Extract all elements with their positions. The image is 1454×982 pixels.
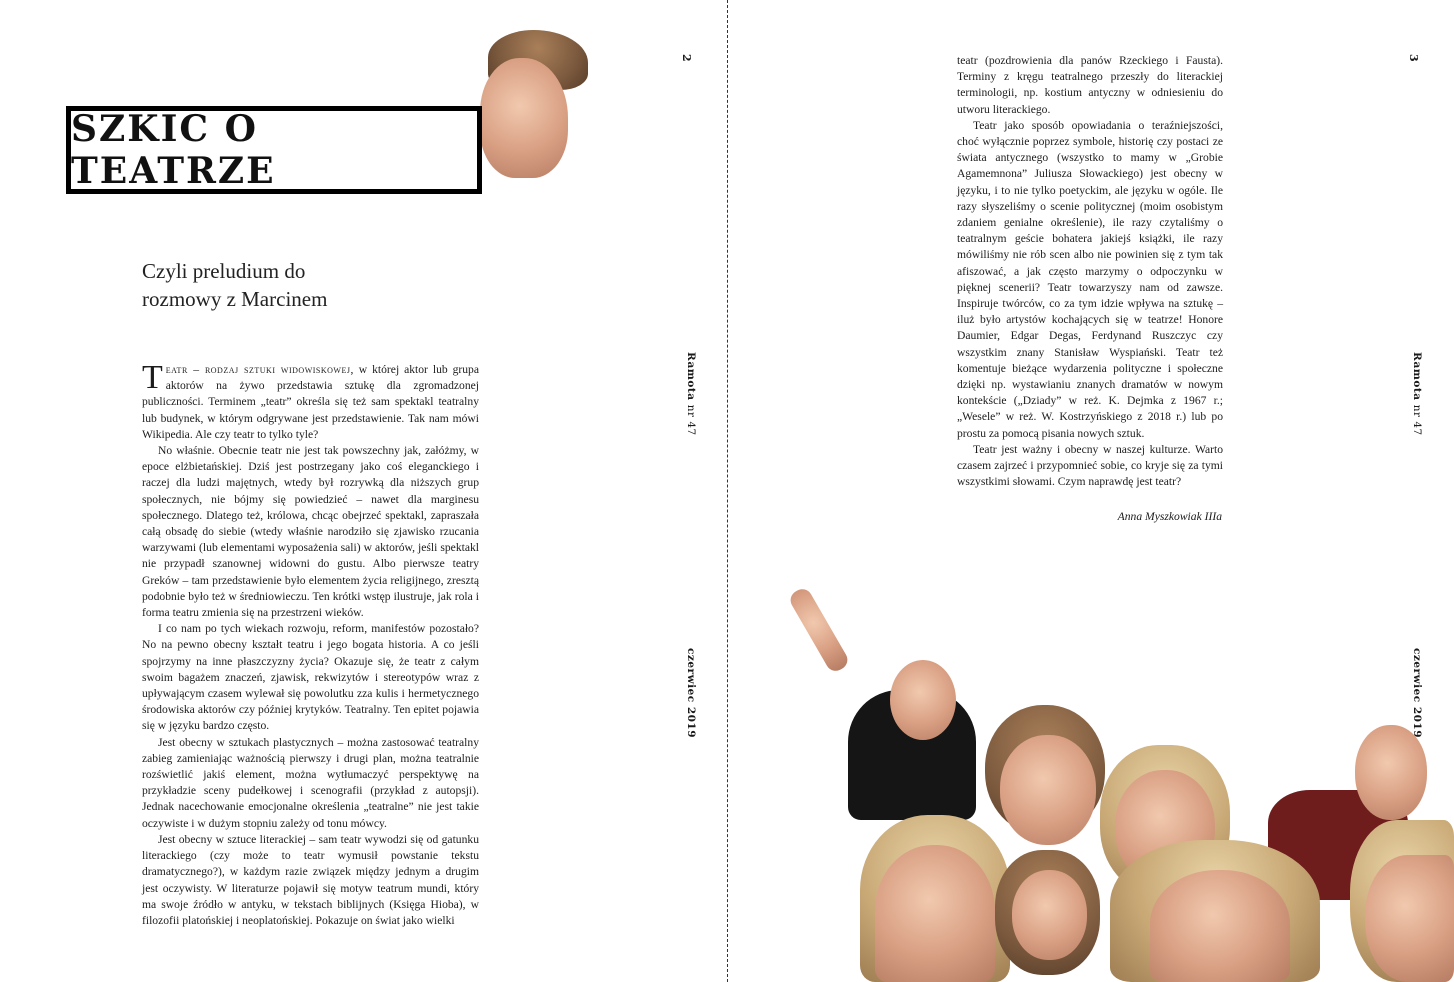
page-fold-line	[727, 0, 728, 982]
paragraph-8: Teatr jest ważny i obecny w naszej kulturze. Warto czasem zajrzeć i przypomnieć sobie, co kryje się za tymi wszystkimi słowami. Czym naprawdę jest teatr?	[957, 442, 1223, 489]
lead-smallcaps: eatr – rodzaj sztuki widowiskowej,	[165, 363, 354, 376]
subtitle-line-2: rozmowy z Marcinem	[142, 287, 328, 311]
paragraph-7: Teatr jako sposób opowiadania o teraźniejszości, choć wyłącznie poprzez symbole, historię czy postaci ze świata antycznego (wszystko to mamy w „Grobie Agamemnona” Juliusza Słowackiego) jest obecny w języku, i to nie tylko poetyckim, ale języku w ogóle. Ile razy słyszeliśmy o scenie politycznej (moim osobistym zdaniem genialne określenie), ile razy czytaliśmy o teatralnym geście bohatera jakiejś książki, ile razy mówiliśmy nie rób scen albo nie powinien się z tym tak afiszować, a jak często marzymy o odpoczynku w pięknej scenerii? Teatr towarzyszy nam od zawsze. Inspiruje twórców, co za tym idzie wpływa na sztukę – iluż było artystów kochających się w teatrze! Honore Daumier, Edgar Degas, Ferdynand Ruszczyc czy wszystkim znany Stanisław Wyspiański. Teatr też komentuje bieżące wydarzenia polityczne i społeczne dzięki np. wystawianiu znanych dramatów w nowym kontekście („Dziady” w reż. K. Dejmka z 1967 r.; „Wesele” w reż. W. Kostrzyńskiego z 2018 r.) lub po prostu za pomocą pisania nowych sztuk.	[957, 118, 1223, 440]
paragraph-5: Jest obecny w sztuce literackiej – sam teatr wywodzi się od gatunku literackiego (czy może to teatr wymusił powstanie tekstu dramatycznego?), w każdym razie związek między jednym a drugim jest oczywisty. W literaturze pojawił się motyw teatrum mundi, który ma swoje źródło w antyku, w tekstach biblijnych (Księga Hioba), w filozofii platońskiej i neoplatońskiej. Pokazuje on świat jako wielki	[142, 832, 479, 927]
face-photo-1	[890, 660, 956, 740]
face-photo-14	[1365, 855, 1454, 982]
face-photo-8	[875, 845, 995, 982]
running-head-right	[1411, 352, 1423, 436]
running-head-title: Ramota	[1411, 352, 1423, 401]
paragraph-1-text: w której aktor lub grupa aktorów na żywo przedstawia sztukę dla zgromadzonej publiczności. Terminem „teatr” określa się też sam spektakl teatralny lub budynek, w którym odgrywane jest przedstawienie. Tak nam mówi Wikipedia. Ale czy teatr to tylko tyle?	[142, 363, 479, 441]
running-head-issue: nr 47	[1411, 404, 1423, 436]
page-number-left: 2	[680, 54, 693, 62]
face-photo-12	[1150, 870, 1290, 982]
actor-head-photo	[470, 30, 592, 190]
paragraph-1	[142, 359, 479, 443]
running-head-title: Ramota	[685, 352, 697, 401]
author-signature: Anna Myszkowiak IIIa	[1117, 510, 1222, 523]
face-photo-3	[1000, 735, 1096, 845]
subtitle-line-1: Czyli preludium do	[142, 259, 306, 283]
running-head-left	[685, 352, 697, 436]
right-text-column	[957, 53, 1223, 490]
paragraph-2: No właśnie. Obecnie teatr nie jest tak powszechny jak, załóżmy, w epoce elżbietańskiej. Dziś jest postrzegany jako coś eleganckiego i raczej dla ludzi majętnych, wtedy był rozrywką dla niższych grup społecznych, nie bójmy się powiedzieć – nawet dla marginesu społecznego. Dlatego też, królowa, chcąc obejrzeć spektakl, zapraszała całą obsadę do siebie (wtedy właśnie narodziło się zjawisko rzucania warzywami (lub elementami wyposażenia sali) w aktorów, jeśli spektakl nie przypadł szanownej widowni do gustu. Albo pierwsze teatry Greków – tam przedstawienie było elementem życia religijnego, zresztą podobnie było też w średniowieczu. Ten krótki wstęp ilustruje, jak rola i forma teatru zmienia się na przestrzeni wieków.	[142, 444, 479, 620]
pointing-arm-photo	[787, 586, 851, 675]
left-text-column	[142, 359, 479, 929]
drop-cap: T	[142, 359, 163, 396]
article-title-box	[66, 106, 482, 194]
paragraph-3: I co nam po tych wiekach rozwoju, reform, manifestów pozostało? No na pewno obecny kształt teatru i jego bogata historia. A co jeśli spojrzymy na inne płaszczyzny życia? Okazuje się, że teatr z całym swoim bagażem znaczeń, zjawisk, rekwizytów i stereotypów wraz z upływającym czasem wylewał się powolutku zza kulis i hermetycznego środowiska aktorów czy później krytyków. Teatralny. Ten epitet pojawia się w języku bardzo często.	[142, 622, 479, 733]
page-number-right: 3	[1407, 54, 1420, 62]
face-photo-10	[1012, 870, 1087, 960]
face-photo-6	[1355, 725, 1427, 820]
running-head-date-right: czerwiec 2019	[1411, 648, 1423, 739]
article-subtitle	[142, 257, 442, 313]
paragraph-6: teatr (pozdrowienia dla panów Rzeckiego i Fausta). Terminy z kręgu teatralnego przeszły do literackiej terminologii, np. kostium antyczny w odniesieniu do utworu literackiego.	[957, 54, 1223, 116]
paragraph-4: Jest obecny w sztukach plastycznych – można zastosować teatralny zabieg zamieniając ważnością pierwszy i drugi plan, można teatralnie rozświetlić jakiś element, można wytłumaczyć perspektywę na przykładzie sceny pudełkowej i scenografii (przykład z autopsji). Jednak nacechowanie emocjonalne określenia „teatralne” nie jest takie oczywiste i w dużym stopniu zależy od tonu mówcy.	[142, 735, 479, 830]
running-head-issue: nr 47	[685, 404, 697, 436]
running-head-date-left: czerwiec 2019	[685, 648, 697, 739]
article-title: SZKIC O TEATRZE	[71, 108, 276, 192]
